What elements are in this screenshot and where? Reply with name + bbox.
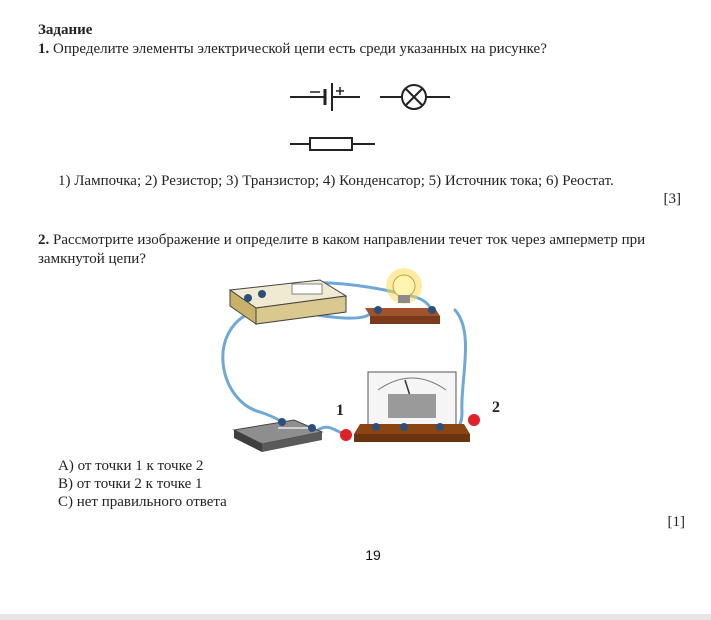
ammeter-device-icon — [354, 372, 470, 442]
lamp-symbol-icon — [380, 85, 450, 109]
footer-bar — [0, 614, 711, 620]
answer-options — [58, 457, 227, 511]
point-2-marker — [468, 414, 480, 426]
point-1-label: 1 — [336, 402, 344, 419]
battery-symbol-icon — [290, 83, 360, 111]
page-number: 19 — [365, 547, 381, 563]
point-2-label: 2 — [492, 399, 500, 416]
question-2-number: 2. — [38, 232, 50, 248]
answer-option-b: B) от точки 2 к точке 1 — [58, 476, 203, 492]
answer-option-c: C) нет правильного ответа — [58, 494, 227, 510]
circuit-symbols — [280, 80, 460, 160]
question-1-number: 1. — [38, 41, 50, 57]
switch-device-icon — [234, 418, 322, 452]
question-1-options: 1) Лампочка; 2) Резистор; 3) Транзистор; 4) Конденсатор; 5) Источник тока; 6) Реостат. — [58, 173, 614, 189]
point-1-marker — [340, 429, 352, 441]
circuit-illustration — [200, 262, 520, 462]
lamp-device-icon — [365, 268, 440, 324]
question-2-text: Рассмотрите изображение и определите в каком направлении течет ток через амперметр при замкнутой цепи? — [38, 232, 646, 267]
task-heading: Задание — [38, 22, 93, 38]
question-1-text: Определите элементы электрической цепи есть среди указанных на рисунке? — [53, 41, 547, 57]
resistor-symbol-icon — [290, 138, 375, 150]
question-1 — [38, 41, 547, 58]
question-2-score: [1] — [667, 514, 685, 530]
answer-option-a: A) от точки 1 к точке 2 — [58, 458, 204, 474]
question-1-score: [3] — [663, 191, 681, 207]
